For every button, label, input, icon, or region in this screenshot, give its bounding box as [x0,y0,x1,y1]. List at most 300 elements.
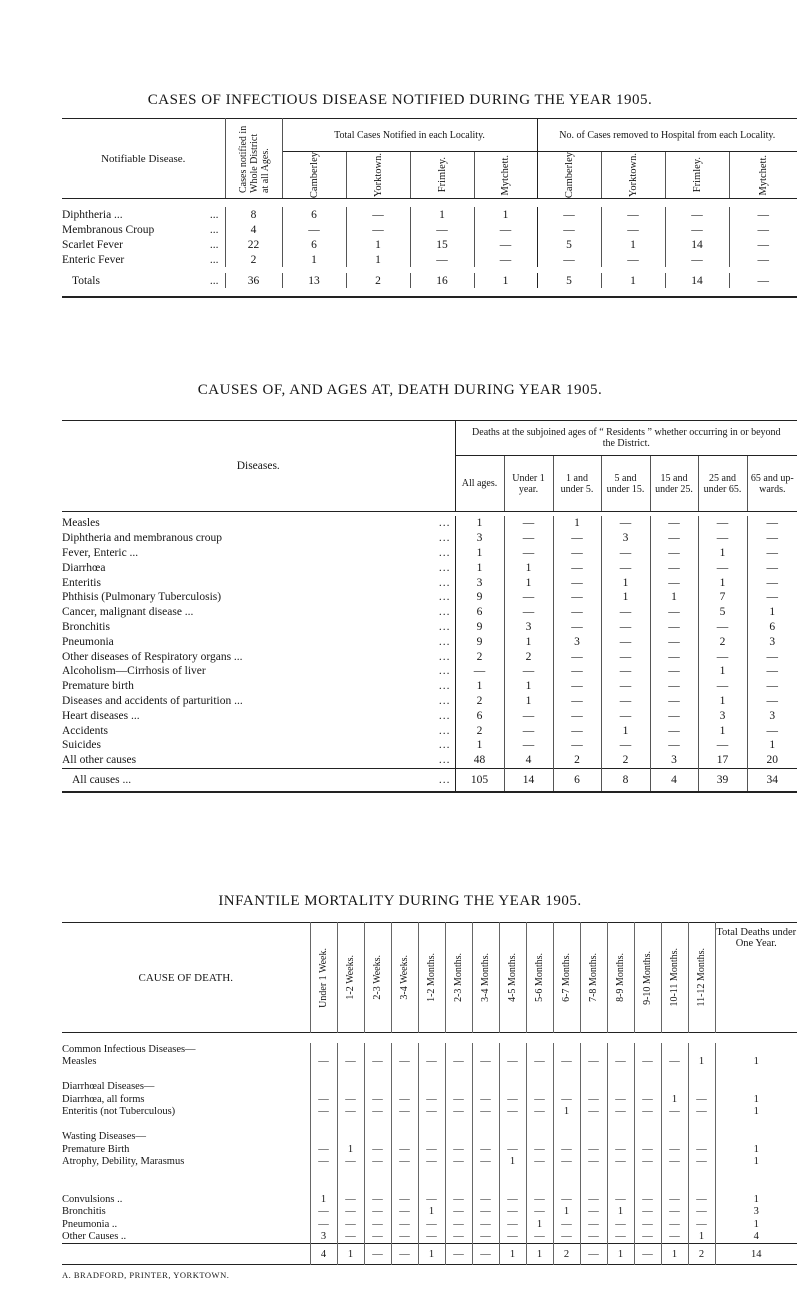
row-label: Bronchitis [62,620,110,633]
cell-value: — [364,1056,391,1069]
cell-value: 1 [504,634,553,649]
leader-dots: ... [438,591,451,604]
cell-value: — [391,1056,418,1069]
cell-value: 34 [747,768,797,792]
row-label: Premature Birth [62,1143,130,1155]
cell-value: 6 [476,709,483,722]
cell-value: — [472,1193,499,1206]
cell-value: — [537,207,601,222]
col-total-deaths: Total Deaths under One Year. [715,923,797,1033]
cell-value: — [364,1244,391,1265]
group-total-cases: Total Cases Notified in each Locality. [282,119,537,152]
table-row [62,708,797,723]
cell-value: — [472,1231,499,1244]
col-locality: Camberley [308,152,320,199]
cell-value: 1 [698,723,747,738]
cell-value: — [747,679,797,694]
cell-value: — [553,1093,580,1106]
cell-value: 1 [476,739,483,752]
col-age-period: 2-3 Months. [453,953,464,1002]
cell-value: — [553,575,601,590]
row-label: Pneumonia .. [62,1218,118,1230]
table-row [62,738,797,753]
cell-value: 16 [410,273,474,288]
row-label: Cancer, malignant disease ... [62,606,194,619]
cell-value: — [580,1143,607,1156]
row-total: 1 [715,1056,797,1069]
col-locality: Mytchett. [500,154,511,196]
infantile-mortality-table [62,922,797,1265]
row-label: Diseases and accidents of parturition ... [62,694,243,707]
cell-value: — [634,1206,661,1219]
cell-value: — [418,1218,445,1231]
cell-value: 1 [476,680,483,693]
cell-value: — [364,1218,391,1231]
cell-value: 48 [473,754,486,767]
cell-value: — [310,1056,337,1069]
cell-value: — [607,1093,634,1106]
section-heading-row [62,1043,797,1056]
cell-value: 3 [476,576,483,589]
cell-value: — [445,1106,472,1119]
cell-value: — [650,516,698,531]
group-removed-hospital: No. of Cases removed to Hospital from each Locality. [537,119,797,152]
cell-value: — [364,1206,391,1219]
cell-value: — [650,560,698,575]
cell-value: — [474,222,537,237]
cell-value: 1 [747,605,797,620]
cell-value: — [553,1193,580,1206]
cell-value: — [418,1106,445,1119]
cell-value: 1 [337,1244,364,1265]
cell-value: — [747,546,797,561]
cell-value: — [418,1193,445,1206]
col-locality: Yorktown. [372,152,384,198]
col-locality: Yorktown. [627,152,639,198]
cell-value: 3 [698,708,747,723]
row-label: Enteritis (not Tuberculous) [62,1106,176,1118]
row-label: Scarlet Fever [62,238,123,251]
cell-value: 5 [537,273,601,288]
col-age-period: 4-5 Months. [507,953,518,1002]
cell-value: 1 [410,207,474,222]
cell-value: — [526,1093,553,1106]
cell-value: — [364,1156,391,1169]
cell-value: 2 [476,650,483,663]
leader-dots: ... [438,561,451,574]
table-row [62,605,797,620]
table-row [62,634,797,649]
cell-value: — [364,1093,391,1106]
cell-value: — [445,1156,472,1169]
cell-value: — [526,1056,553,1069]
cell-value: — [472,1156,499,1169]
table-row [62,1218,797,1231]
cell-value: 1 [337,1143,364,1156]
cell-value: — [445,1231,472,1244]
grand-total: 14 [715,1244,797,1265]
cell-value: — [504,546,553,561]
section-heading: Common Infectious Diseases— [62,1043,196,1055]
table-row [62,1231,797,1244]
row-label: Measles [62,1056,97,1068]
col-age-group: 15 and under 25. [650,456,698,512]
cell-value: — [650,605,698,620]
cell-value: 13 [282,273,346,288]
cell-value: 1 [698,546,747,561]
cell-value: — [391,1106,418,1119]
cell-value: — [553,694,601,709]
cell-value: — [729,207,797,222]
leader-dots: ... [438,635,451,648]
row-label: Convulsions .. [62,1193,123,1205]
cell-value: — [580,1231,607,1244]
cell-value: 3 [747,708,797,723]
cell-value: — [698,738,747,753]
cell-value: — [499,1143,526,1156]
cell-value: — [553,590,601,605]
cell-value: — [661,1156,688,1169]
cell-value: — [526,1156,553,1169]
leader-dots: ... [438,620,451,633]
cell-value: 1 [504,694,553,709]
cell-value: — [526,1231,553,1244]
leader-dots: ... [438,739,451,752]
cell-value: 1 [476,546,483,559]
cell-value: 1 [474,207,537,222]
cell-value: — [310,1218,337,1231]
cell-value: — [310,1206,337,1219]
row-label: Fever, Enteric ... [62,546,139,559]
cell-value: — [580,1193,607,1206]
leader-dots: ... [438,773,451,786]
cell-value: 4 [310,1244,337,1265]
cell-value: — [364,1231,391,1244]
col-whole-district: Cases notified in Whole District at all Ages. [237,125,271,193]
cell-value: — [526,1143,553,1156]
cell-value: — [601,605,650,620]
leader-dots: ... [209,223,219,236]
cell-value: 6 [476,606,483,619]
group-deaths-ages: Deaths at the subjoined ages of “ Residents ” whether occurring in or beyond the District. [455,421,797,456]
cell-value: — [688,1093,715,1106]
cell-value: 2 [476,694,483,707]
row-label: Diarrhœa [62,561,106,574]
cell-value: — [661,1106,688,1119]
cell-value: 1 [499,1156,526,1169]
cell-value: 2 [346,273,410,288]
cell-value: — [747,694,797,709]
leader-dots: ... [438,532,451,545]
col-locality: Camberley [563,152,575,199]
row-label: Premature birth [62,680,134,693]
cell-value: — [601,560,650,575]
row-label: Other Causes .. [62,1231,127,1243]
cell-value: — [553,1143,580,1156]
leader-dots: ... [209,274,219,287]
row-label: All other causes [62,754,137,767]
leader-dots: ... [438,606,451,619]
cell-value: 9 [476,635,483,648]
col-notifiable-disease: Notifiable Disease. [62,119,225,199]
cell-value: — [473,665,486,678]
cell-value: — [688,1193,715,1206]
cell-value: — [553,664,601,679]
cell-value: 1 [282,252,346,267]
cell-value: 1 [504,560,553,575]
cell-value: 1 [526,1218,553,1231]
cell-value: — [445,1093,472,1106]
col-cause-of-death: CAUSE OF DEATH. [138,971,233,984]
cell-value: — [537,252,601,267]
col-age-period: 8-9 Months. [615,953,626,1002]
cell-value: — [310,1093,337,1106]
cell-value: 1 [504,575,553,590]
table-row [62,679,797,694]
cell-value: 2 [225,252,282,267]
col-age-period: 11-12 Months. [696,948,707,1007]
table-row [62,252,797,267]
cell-value: — [650,723,698,738]
cell-value: 4 [650,768,698,792]
cell-value: — [729,252,797,267]
cell-value: — [607,1156,634,1169]
cell-value: — [661,1193,688,1206]
cell-value: — [526,1206,553,1219]
cell-value: 17 [698,753,747,768]
cell-value: 2 [476,724,483,737]
cell-value: — [418,1231,445,1244]
row-total: 1 [715,1218,797,1231]
col-age-period: 6-7 Months. [561,953,572,1002]
cell-value: — [580,1093,607,1106]
cell-value: 2 [688,1244,715,1265]
cell-value: — [601,634,650,649]
table-row [62,620,797,635]
leader-dots: ... [438,694,451,707]
row-total: 1 [715,1093,797,1106]
cell-value: — [650,694,698,709]
cell-value: 1 [346,237,410,252]
cell-value: 1 [601,590,650,605]
cell-value: — [474,252,537,267]
section-heading-row [62,1081,797,1094]
cell-value: — [553,1218,580,1231]
col-locality: Frimley. [436,157,448,193]
cell-value: — [747,664,797,679]
cell-value: 1 [698,575,747,590]
row-total: 1 [715,1156,797,1169]
table-row [62,575,797,590]
cell-value: — [553,679,601,694]
row-total: 1 [715,1143,797,1156]
cell-value: — [504,531,553,546]
cell-value: — [580,1206,607,1219]
cell-value: — [601,708,650,723]
col-age-period: 9-10 Months. [642,950,653,1005]
cell-value: 1 [607,1244,634,1265]
row-label: Accidents [62,724,108,737]
cell-value: 1 [601,273,665,288]
cell-value: — [504,723,553,738]
cell-value: — [364,1143,391,1156]
cell-value: — [601,252,665,267]
cell-value: — [634,1156,661,1169]
cell-value: — [607,1231,634,1244]
cell-value: — [472,1106,499,1119]
cell-value: — [580,1056,607,1069]
cell-value: — [553,531,601,546]
row-total: 1 [715,1106,797,1119]
row-label: Diphtheria ... [62,208,123,221]
cell-value: 1 [661,1244,688,1265]
cell-value: — [410,252,474,267]
cell-value: 3 [476,532,483,545]
cell-value: — [650,634,698,649]
row-label: Membranous Croup [62,223,155,236]
cell-value: 1 [418,1244,445,1265]
cell-value: — [650,575,698,590]
leader-dots: ... [209,238,219,251]
cell-value: — [601,679,650,694]
cell-value: — [747,723,797,738]
cell-value: — [698,560,747,575]
cell-value: 36 [225,273,282,288]
cell-value: — [553,1231,580,1244]
cell-value: — [698,679,747,694]
cell-value: — [747,560,797,575]
leader-dots: ... [438,650,451,663]
cell-value: 1 [310,1193,337,1206]
cell-value: — [665,252,729,267]
leader-dots: ... [438,709,451,722]
cell-value: — [282,222,346,237]
cell-value: — [601,694,650,709]
leader-dots: ... [209,208,219,221]
table-row [62,723,797,738]
cell-value: 6 [747,620,797,635]
cell-value: 14 [665,237,729,252]
cell-value: — [472,1206,499,1219]
col-age-period: 5-6 Months. [534,953,545,1002]
cell-value: — [688,1143,715,1156]
table-row [62,694,797,709]
cell-value: 39 [698,768,747,792]
cell-value: — [337,1106,364,1119]
cell-value: — [747,575,797,590]
cell-value: — [747,649,797,664]
section-heading: Wasting Diseases— [62,1131,147,1143]
cell-value: — [337,1093,364,1106]
cell-value: — [499,1206,526,1219]
cell-value: 2 [698,634,747,649]
cell-value: — [445,1143,472,1156]
cell-value: 1 [601,575,650,590]
table-row [62,590,797,605]
cell-value: — [504,516,553,531]
printer-imprint: A. BRADFORD, PRINTER, YORKTOWN. [62,1270,230,1280]
table-row [62,531,797,546]
row-label: Bronchitis [62,1206,106,1218]
cell-value: — [553,649,601,664]
table-row [62,546,797,561]
table-row [62,560,797,575]
cell-value: — [634,1106,661,1119]
cell-value: — [346,222,410,237]
cell-value: 1 [553,516,601,531]
cell-value: — [499,1056,526,1069]
row-total: 1 [715,1193,797,1206]
cell-value: — [601,516,650,531]
cell-value: 4 [504,753,553,768]
cell-value: 2 [601,753,650,768]
cell-value: — [418,1056,445,1069]
cell-value: — [499,1106,526,1119]
table-row [62,1156,797,1169]
cell-value: — [747,516,797,531]
cell-value: 1 [698,664,747,679]
col-age-group: 1 and under 5. [553,456,601,512]
cell-value: — [650,620,698,635]
cell-value: — [337,1231,364,1244]
causes-of-death-table [62,420,797,793]
cell-value: 1 [476,517,483,530]
cell-value: — [472,1244,499,1265]
cell-value: — [445,1244,472,1265]
cell-value: 1 [601,723,650,738]
cell-value: — [337,1056,364,1069]
cell-value: — [391,1093,418,1106]
cell-value: 2 [553,753,601,768]
cell-value: — [553,723,601,738]
infectious-disease-table [62,118,797,298]
cell-value: 1 [607,1206,634,1219]
cell-value: — [580,1106,607,1119]
cell-value: 5 [698,605,747,620]
cell-value: — [698,620,747,635]
leader-dots: ... [438,724,451,737]
col-age-period: 1-2 Months. [426,953,437,1002]
cell-value: 1 [553,1106,580,1119]
cell-value: — [634,1218,661,1231]
totals-row [62,768,797,792]
cell-value: — [688,1156,715,1169]
leader-dots: ... [438,517,451,530]
table-row [62,1193,797,1206]
cell-value: — [526,1193,553,1206]
cell-value: 6 [282,207,346,222]
cell-value: — [729,237,797,252]
cell-value: — [607,1143,634,1156]
cell-value: — [650,531,698,546]
cell-value: — [688,1218,715,1231]
cell-value: 1 [747,738,797,753]
cell-value: — [310,1106,337,1119]
cell-value: 105 [470,773,489,786]
table-row [62,664,797,679]
cell-value: — [337,1156,364,1169]
cell-value: 8 [225,207,282,222]
cell-value: — [601,620,650,635]
cell-value: 3 [747,634,797,649]
cell-value: — [418,1093,445,1106]
table-row [62,207,797,222]
cell-value: 1 [553,1206,580,1219]
cell-value: — [391,1143,418,1156]
cell-value: — [634,1056,661,1069]
table-row [62,1056,797,1069]
cell-value: 3 [601,531,650,546]
